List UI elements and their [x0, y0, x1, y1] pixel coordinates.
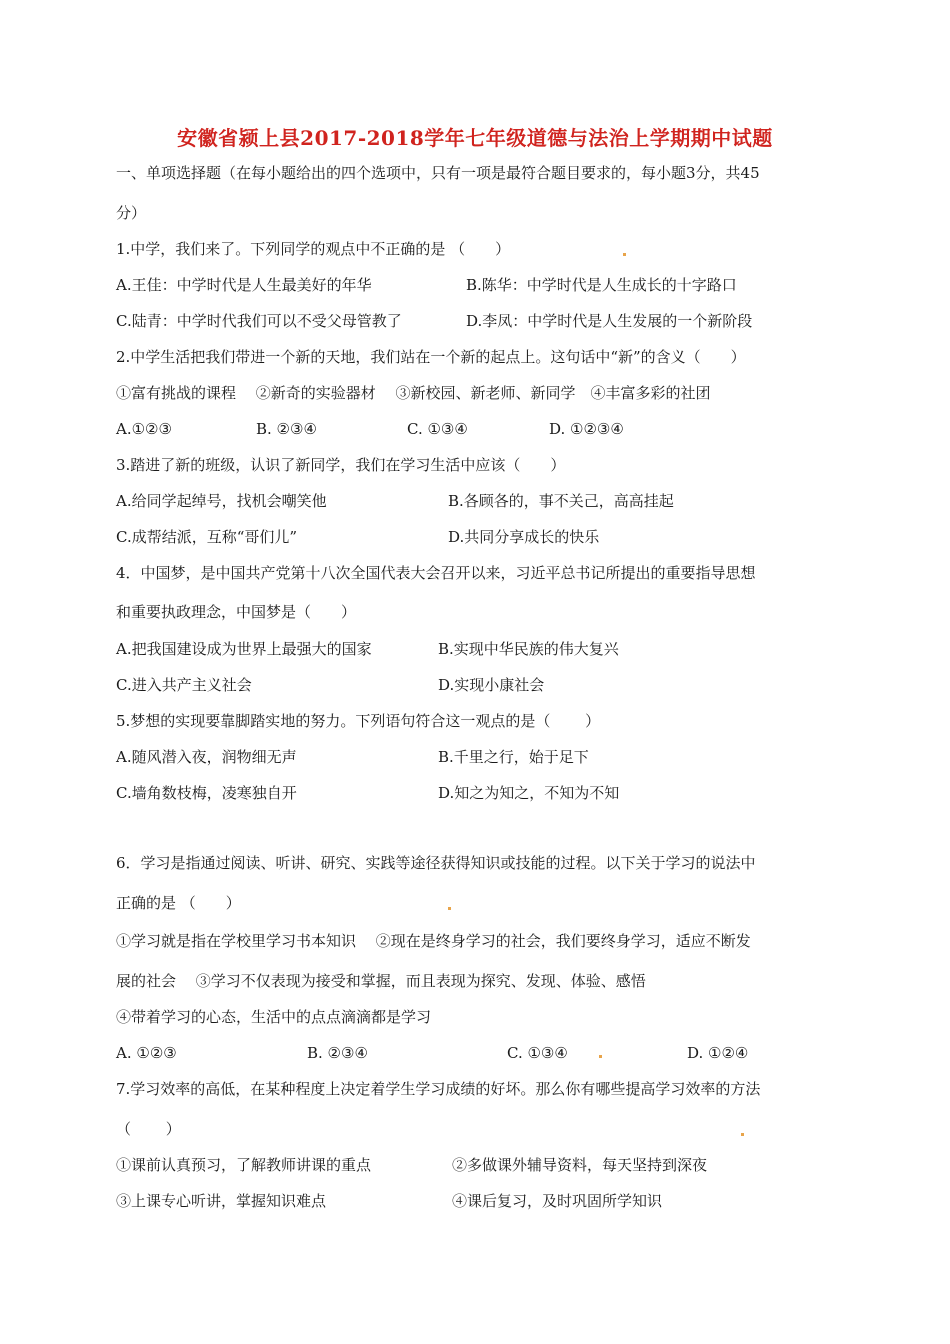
section-heading-cont: 分）: [116, 204, 147, 222]
question-7-stem: 7.学习效率的高低，在某种程度上决定着学生学习成绩的好坏。那么你有哪些提高学习效率的方法: [116, 1080, 761, 1098]
question-6-option-b: B. ②③④: [307, 1044, 368, 1062]
question-6-option-a: A. ①②③: [116, 1044, 177, 1062]
question-3-stem: 3.踏进了新的班级，认识了新同学，我们在学习生活中应该（ ）: [116, 456, 566, 474]
question-7-stem-cont: （ ）: [116, 1120, 181, 1138]
speck-mark: [741, 1133, 744, 1136]
section-heading: 一、单项选择题（在每小题给出的四个选项中，只有一项是最符合题目要求的，每小题3分，共45: [116, 164, 760, 182]
question-7-item-1: ①课前认真预习，了解教师讲课的重点: [116, 1156, 372, 1174]
question-6-items: ①学习就是指在学校里学习书本知识 ②现在是终身学习的社会，我们要终身学习，适应不断发: [116, 932, 751, 950]
question-6-stem-cont: 正确的是 （ ）: [116, 894, 241, 912]
question-2-option-a: A.①②③: [116, 420, 172, 438]
question-2-stem: 2.中学生活把我们带进一个新的天地，我们站在一个新的起点上。这句话中“新”的含义（ ）: [116, 348, 746, 366]
question-1-option-d: D.李凤：中学时代是人生发展的一个新阶段: [466, 312, 753, 330]
question-6-stem: 6．学习是指通过阅读、听讲、研究、实践等途径获得知识或技能的过程。以下关于学习的说法中: [116, 854, 756, 872]
question-5-option-c: C.墙角数枝梅，凌寒独自开: [116, 784, 297, 802]
speck-mark: [623, 253, 626, 256]
question-2-items: ①富有挑战的课程 ②新奇的实验器材 ③新校园、新老师、新同学 ④丰富多彩的社团: [116, 384, 711, 402]
question-2-option-b: B. ②③④: [256, 420, 317, 438]
question-6-option-d: D. ①②④: [687, 1044, 749, 1062]
question-4-stem-cont: 和重要执政理念，中国梦是（ ）: [116, 603, 357, 621]
question-6-option-c: C. ①③④: [507, 1044, 568, 1062]
exam-title: 安徽省颍上县2017-2018学年七年级道德与法治上学期期中试题: [177, 126, 773, 150]
question-1-option-a: A.王佳：中学时代是人生最美好的年华: [116, 276, 372, 294]
question-7-item-3: ③上课专心听讲，掌握知识难点: [116, 1192, 327, 1210]
question-6-item-4: ④带着学习的心态，生活中的点点滴滴都是学习: [116, 1008, 432, 1026]
question-3-option-c: C.成帮结派，互称“哥们儿”: [116, 528, 298, 546]
question-1-option-c: C.陆青：中学时代我们可以不受父母管教了: [116, 312, 402, 330]
question-5-stem: 5.梦想的实现要靠脚踏实地的努力。下列语句符合这一观点的是（ ）: [116, 712, 601, 730]
question-5-option-a: A.随风潜入夜，润物细无声: [116, 748, 297, 766]
question-4-option-d: D.实现小康社会: [438, 676, 545, 694]
question-5-option-b: B.千里之行，始于足下: [438, 748, 589, 766]
question-3-option-d: D.共同分享成长的快乐: [448, 528, 600, 546]
question-1-stem: 1.中学，我们来了。下列同学的观点中不正确的是 （ ）: [116, 240, 511, 258]
question-7-item-4: ④课后复习，及时巩固所学知识: [452, 1192, 663, 1210]
question-2-option-c: C. ①③④: [407, 420, 468, 438]
question-3-option-b: B.各顾各的，事不关己，高高挂起: [448, 492, 674, 510]
question-5-option-d: D.知之为知之，不知为不知: [438, 784, 620, 802]
question-6-items-cont: 展的社会 ③学习不仅表现为接受和掌握，而且表现为探究、发现、体验、感悟: [116, 972, 646, 990]
question-4-option-c: C.进入共产主义社会: [116, 676, 252, 694]
question-4-stem: 4．中国梦，是中国共产党第十八次全国代表大会召开以来，习近平总书记所提出的重要指导思想: [116, 564, 756, 582]
question-4-option-a: A.把我国建设成为世界上最强大的国家: [116, 640, 372, 658]
speck-mark: [599, 1055, 602, 1058]
question-4-option-b: B.实现中华民族的伟大复兴: [438, 640, 619, 658]
question-3-option-a: A.给同学起绰号，找机会嘲笑他: [116, 492, 327, 510]
question-1-option-b: B.陈华：中学时代是人生成长的十字路口: [466, 276, 737, 294]
question-7-item-2: ②多做课外辅导资料，每天坚持到深夜: [452, 1156, 708, 1174]
question-2-option-d: D. ①②③④: [549, 420, 624, 438]
speck-mark: [448, 907, 451, 910]
